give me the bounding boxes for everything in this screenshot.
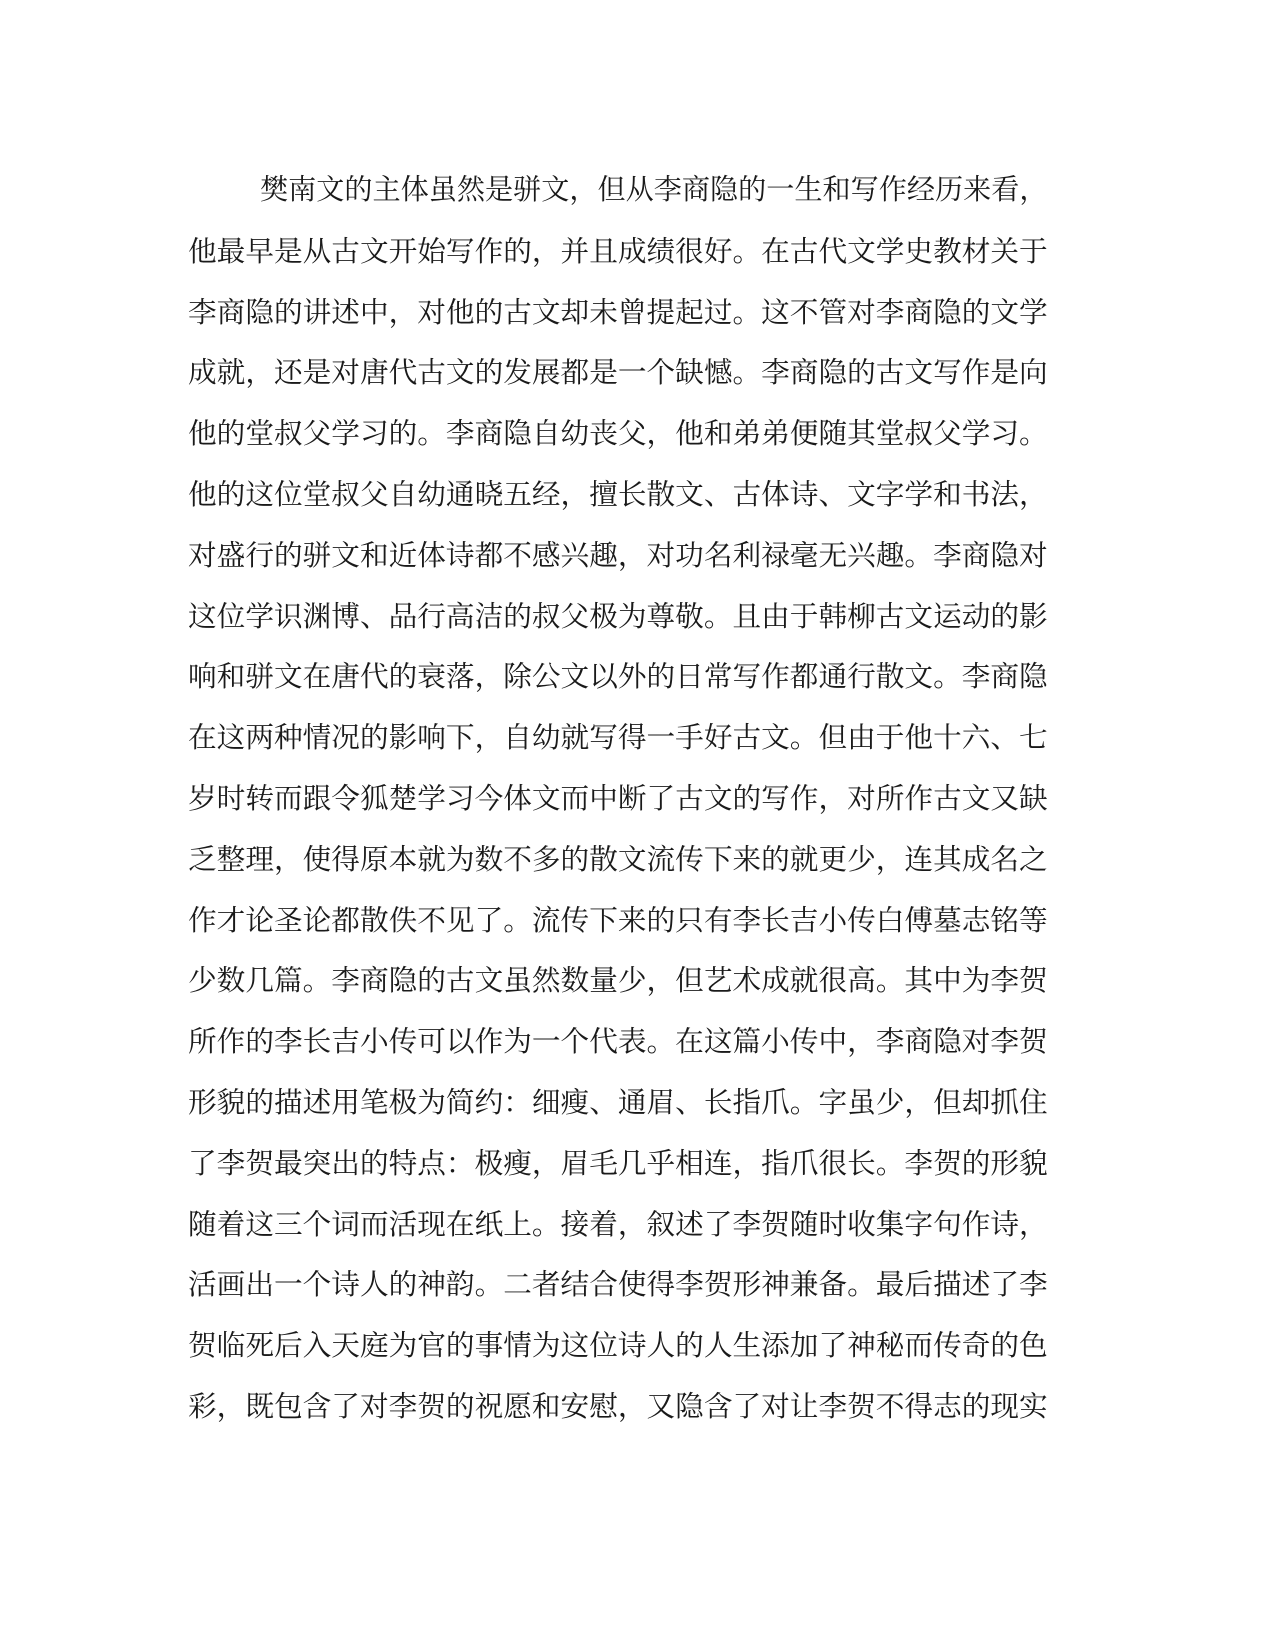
text-line: 所作的李长吉小传可以作为一个代表。在这篇小传中，李商隐对李贺 xyxy=(188,1024,1048,1059)
text-line: 活画出一个诗人的神韵。二者结合使得李贺形神兼备。最后描述了李 xyxy=(188,1267,1048,1302)
text-line: 响和骈文在唐代的衰落，除公文以外的日常写作都通行散文。李商隐 xyxy=(188,659,1048,694)
text-line: 这位学识渊博、品行高洁的叔父极为尊敬。且由于韩柳古文运动的影 xyxy=(188,598,1048,633)
text-line: 在这两种情况的影响下，自幼就写得一手好古文。但由于他十六、七 xyxy=(188,720,1048,755)
text-line: 乏整理，使得原本就为数不多的散文流传下来的就更少，连其成名之 xyxy=(188,841,1048,876)
text-line: 随着这三个词而活现在纸上。接着，叙述了李贺随时收集字句作诗， xyxy=(188,1206,1048,1241)
text-line: 少数几篇。李商隐的古文虽然数量少，但艺术成就很高。其中为李贺 xyxy=(188,963,1048,998)
text-line: 形貌的描述用笔极为简约：细瘦、通眉、长指爪。字虽少，但却抓住 xyxy=(188,1084,1048,1119)
text-line: 了李贺最突出的特点：极瘦，眉毛几乎相连，指爪很长。李贺的形貌 xyxy=(188,1145,1048,1180)
body-paragraph xyxy=(188,160,1048,1437)
text-line: 他的堂叔父学习的。李商隐自幼丧父，他和弟弟便随其堂叔父学习。 xyxy=(188,416,1048,451)
text-line: 贺临死后入天庭为官的事情为这位诗人的人生添加了神秘而传奇的色 xyxy=(188,1328,1048,1363)
text-line: 作才论圣论都散佚不见了。流传下来的只有李长吉小传白傅墓志铭等 xyxy=(188,902,1048,937)
text-line: 彩，既包含了对李贺的祝愿和安慰，又隐含了对让李贺不得志的现实 xyxy=(188,1388,1048,1423)
text-line: 成就，还是对唐代古文的发展都是一个缺憾。李商隐的古文写作是向 xyxy=(188,355,1048,390)
text-line: 他最早是从古文开始写作的，并且成绩很好。在古代文学史教材关于 xyxy=(188,233,1048,268)
text-line: 对盛行的骈文和近体诗都不感兴趣，对功名利禄毫无兴趣。李商隐对 xyxy=(188,537,1048,572)
text-line: 岁时转而跟令狐楚学习今体文而中断了古文的写作，对所作古文又缺 xyxy=(188,780,1048,815)
text-line: 樊南文的主体虽然是骈文，但从李商隐的一生和写作经历来看， xyxy=(260,173,1048,206)
text-line: 他的这位堂叔父自幼通晓五经，擅长散文、古体诗、文字学和书法， xyxy=(188,476,1048,511)
text-line: 李商隐的讲述中，对他的古文却未曾提起过。这不管对李商隐的文学 xyxy=(188,294,1048,329)
